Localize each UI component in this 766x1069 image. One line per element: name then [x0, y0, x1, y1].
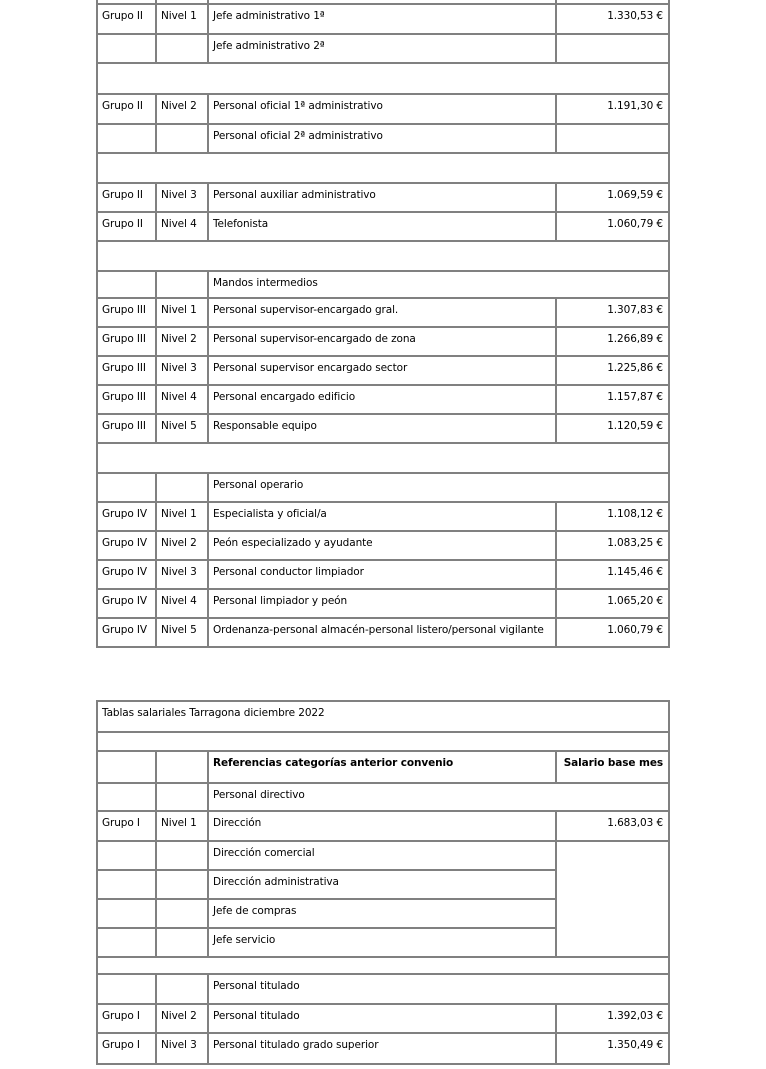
spacer-cell [97, 153, 669, 183]
table-row [97, 1033, 669, 1064]
table-row [97, 212, 669, 241]
categoria-cell: Personal supervisor-encargado de zona [208, 327, 556, 356]
nivel-cell: Nivel 4 [156, 385, 208, 414]
table-row [97, 414, 669, 443]
categoria-cell: Jefe administrativo 2ª [208, 34, 556, 63]
grupo-cell: Grupo III [97, 414, 156, 443]
salario-cell: 1.108,12 € [556, 502, 669, 531]
salary-table-lower-body [97, 701, 669, 1064]
categoria-cell: Personal titulado [208, 1004, 556, 1033]
nivel-cell: Nivel 3 [156, 1033, 208, 1064]
table-row [97, 298, 669, 327]
grupo-cell [97, 473, 156, 502]
salary-table-upper-body [97, 0, 669, 647]
grupo-cell: Grupo II [97, 94, 156, 124]
salario-cell: 1.060,79 € [556, 212, 669, 241]
categoria-cell: Personal titulado [208, 974, 669, 1004]
grupo-cell: Grupo IV [97, 560, 156, 589]
table-title-cell: Tablas salariales Tarragona diciembre 2022 [97, 701, 669, 732]
spacer-cell [97, 63, 669, 94]
grupo-cell [97, 928, 156, 957]
nivel-cell [156, 928, 208, 957]
categoria-cell: Dirección administrativa [208, 870, 556, 899]
grupo-cell [97, 841, 156, 870]
categoria-cell: Especialista y oficial/a [208, 502, 556, 531]
nivel-cell: Nivel 5 [156, 414, 208, 443]
categoria-cell: Personal oficial 2ª administrativo [208, 124, 556, 153]
table-row [97, 124, 669, 153]
nivel-cell [156, 974, 208, 1004]
nivel-cell: Nivel 2 [156, 1004, 208, 1033]
table-row [97, 618, 669, 647]
grupo-cell: Grupo IV [97, 531, 156, 560]
salario-cell: 1.392,03 € [556, 1004, 669, 1033]
table-row [97, 34, 669, 63]
spacer-cell [97, 443, 669, 473]
salary-table-upper [96, 0, 670, 648]
table-row [97, 385, 669, 414]
grupo-cell: Grupo I [97, 1033, 156, 1064]
grupo-cell: Grupo IV [97, 618, 156, 647]
nivel-cell: Nivel 2 [156, 94, 208, 124]
table-row [97, 841, 669, 870]
spacer-cell [97, 732, 669, 751]
categoria-cell: Personal limpiador y peón [208, 589, 556, 618]
grupo-cell: Grupo II [97, 183, 156, 212]
salario-cell: 1.330,53 € [556, 4, 669, 34]
nivel-cell: Nivel 4 [156, 212, 208, 241]
table-row [97, 783, 669, 811]
table-row [97, 356, 669, 385]
categoria-cell: Responsable equipo [208, 414, 556, 443]
categoria-cell: Personal supervisor-encargado gral. [208, 298, 556, 327]
salario-cell: 1.350,49 € [556, 1033, 669, 1064]
salario-cell: 1.120,59 € [556, 414, 669, 443]
table-row [97, 327, 669, 356]
table-row [97, 271, 669, 298]
spacer-cell [97, 241, 669, 271]
grupo-cell [97, 974, 156, 1004]
categoria-cell: Mandos intermedios [208, 271, 669, 298]
categoria-cell: Personal conductor limpiador [208, 560, 556, 589]
salario-cell: 1.191,30 € [556, 94, 669, 124]
salario-cell [556, 841, 669, 957]
grupo-cell [97, 783, 156, 811]
salario-cell: Salario base mes [556, 751, 669, 783]
nivel-cell: Nivel 1 [156, 502, 208, 531]
categoria-cell: Ordenanza-personal almacén-personal listero/personal vigilante [208, 618, 556, 647]
nivel-cell [156, 124, 208, 153]
grupo-cell: Grupo II [97, 4, 156, 34]
nivel-cell [156, 271, 208, 298]
table-row [97, 94, 669, 124]
table-row [97, 732, 669, 751]
salario-cell: 1.157,87 € [556, 385, 669, 414]
nivel-cell [156, 473, 208, 502]
categoria-cell: Jefe administrativo 1ª [208, 4, 556, 34]
table-row [97, 473, 669, 502]
grupo-cell [97, 271, 156, 298]
table-row [97, 241, 669, 271]
categoria-cell: Dirección [208, 811, 556, 841]
nivel-cell: Nivel 4 [156, 589, 208, 618]
grupo-cell: Grupo I [97, 811, 156, 841]
salary-table-tarragona-december-2022 [96, 700, 670, 1065]
table-row [97, 589, 669, 618]
categoria-cell: Personal operario [208, 473, 669, 502]
table-row [97, 183, 669, 212]
table-row [97, 751, 669, 783]
table-row [97, 1004, 669, 1033]
categoria-cell: Peón especializado y ayudante [208, 531, 556, 560]
grupo-cell [97, 124, 156, 153]
table-row [97, 63, 669, 94]
grupo-cell: Grupo III [97, 385, 156, 414]
nivel-cell: Nivel 1 [156, 811, 208, 841]
categoria-cell: Personal auxiliar administrativo [208, 183, 556, 212]
categoria-cell: Referencias categorías anterior convenio [208, 751, 556, 783]
nivel-cell [156, 783, 208, 811]
salario-cell: 1.060,79 € [556, 618, 669, 647]
grupo-cell: Grupo I [97, 1004, 156, 1033]
nivel-cell: Nivel 2 [156, 327, 208, 356]
categoria-cell: Jefe servicio [208, 928, 556, 957]
table-row [97, 443, 669, 473]
table-row [97, 560, 669, 589]
categoria-cell: Personal supervisor encargado sector [208, 356, 556, 385]
table-row [97, 153, 669, 183]
nivel-cell: Nivel 5 [156, 618, 208, 647]
spacer-cell [97, 957, 669, 974]
table-row [97, 957, 669, 974]
salario-cell: 1.083,25 € [556, 531, 669, 560]
nivel-cell: Nivel 1 [156, 4, 208, 34]
categoria-cell: Personal encargado edificio [208, 385, 556, 414]
nivel-cell [156, 751, 208, 783]
table-row [97, 4, 669, 34]
grupo-cell [97, 34, 156, 63]
nivel-cell: Nivel 3 [156, 560, 208, 589]
grupo-cell [97, 870, 156, 899]
table-row [97, 502, 669, 531]
grupo-cell: Grupo III [97, 298, 156, 327]
categoria-cell: Personal oficial 1ª administrativo [208, 94, 556, 124]
salario-cell: 1.069,59 € [556, 183, 669, 212]
grupo-cell: Grupo II [97, 212, 156, 241]
grupo-cell: Grupo IV [97, 502, 156, 531]
nivel-cell: Nivel 2 [156, 531, 208, 560]
table-row [97, 531, 669, 560]
salario-cell: 1.145,46 € [556, 560, 669, 589]
grupo-cell: Grupo III [97, 327, 156, 356]
salario-cell [556, 34, 669, 63]
salario-cell [556, 124, 669, 153]
grupo-cell: Grupo III [97, 356, 156, 385]
salario-cell: 1.683,03 € [556, 811, 669, 841]
table-row [97, 974, 669, 1004]
table-row [97, 811, 669, 841]
nivel-cell [156, 899, 208, 928]
grupo-cell: Grupo IV [97, 589, 156, 618]
nivel-cell [156, 34, 208, 63]
salario-cell: 1.266,89 € [556, 327, 669, 356]
salario-cell: 1.065,20 € [556, 589, 669, 618]
categoria-cell: Telefonista [208, 212, 556, 241]
nivel-cell: Nivel 3 [156, 183, 208, 212]
categoria-cell: Dirección comercial [208, 841, 556, 870]
nivel-cell: Nivel 1 [156, 298, 208, 327]
categoria-cell: Personal titulado grado superior [208, 1033, 556, 1064]
categoria-cell: Personal directivo [208, 783, 669, 811]
table-row [97, 701, 669, 732]
nivel-cell [156, 870, 208, 899]
grupo-cell [97, 751, 156, 783]
nivel-cell: Nivel 3 [156, 356, 208, 385]
salario-cell: 1.225,86 € [556, 356, 669, 385]
nivel-cell [156, 841, 208, 870]
grupo-cell [97, 899, 156, 928]
categoria-cell: Jefe de compras [208, 899, 556, 928]
salario-cell: 1.307,83 € [556, 298, 669, 327]
